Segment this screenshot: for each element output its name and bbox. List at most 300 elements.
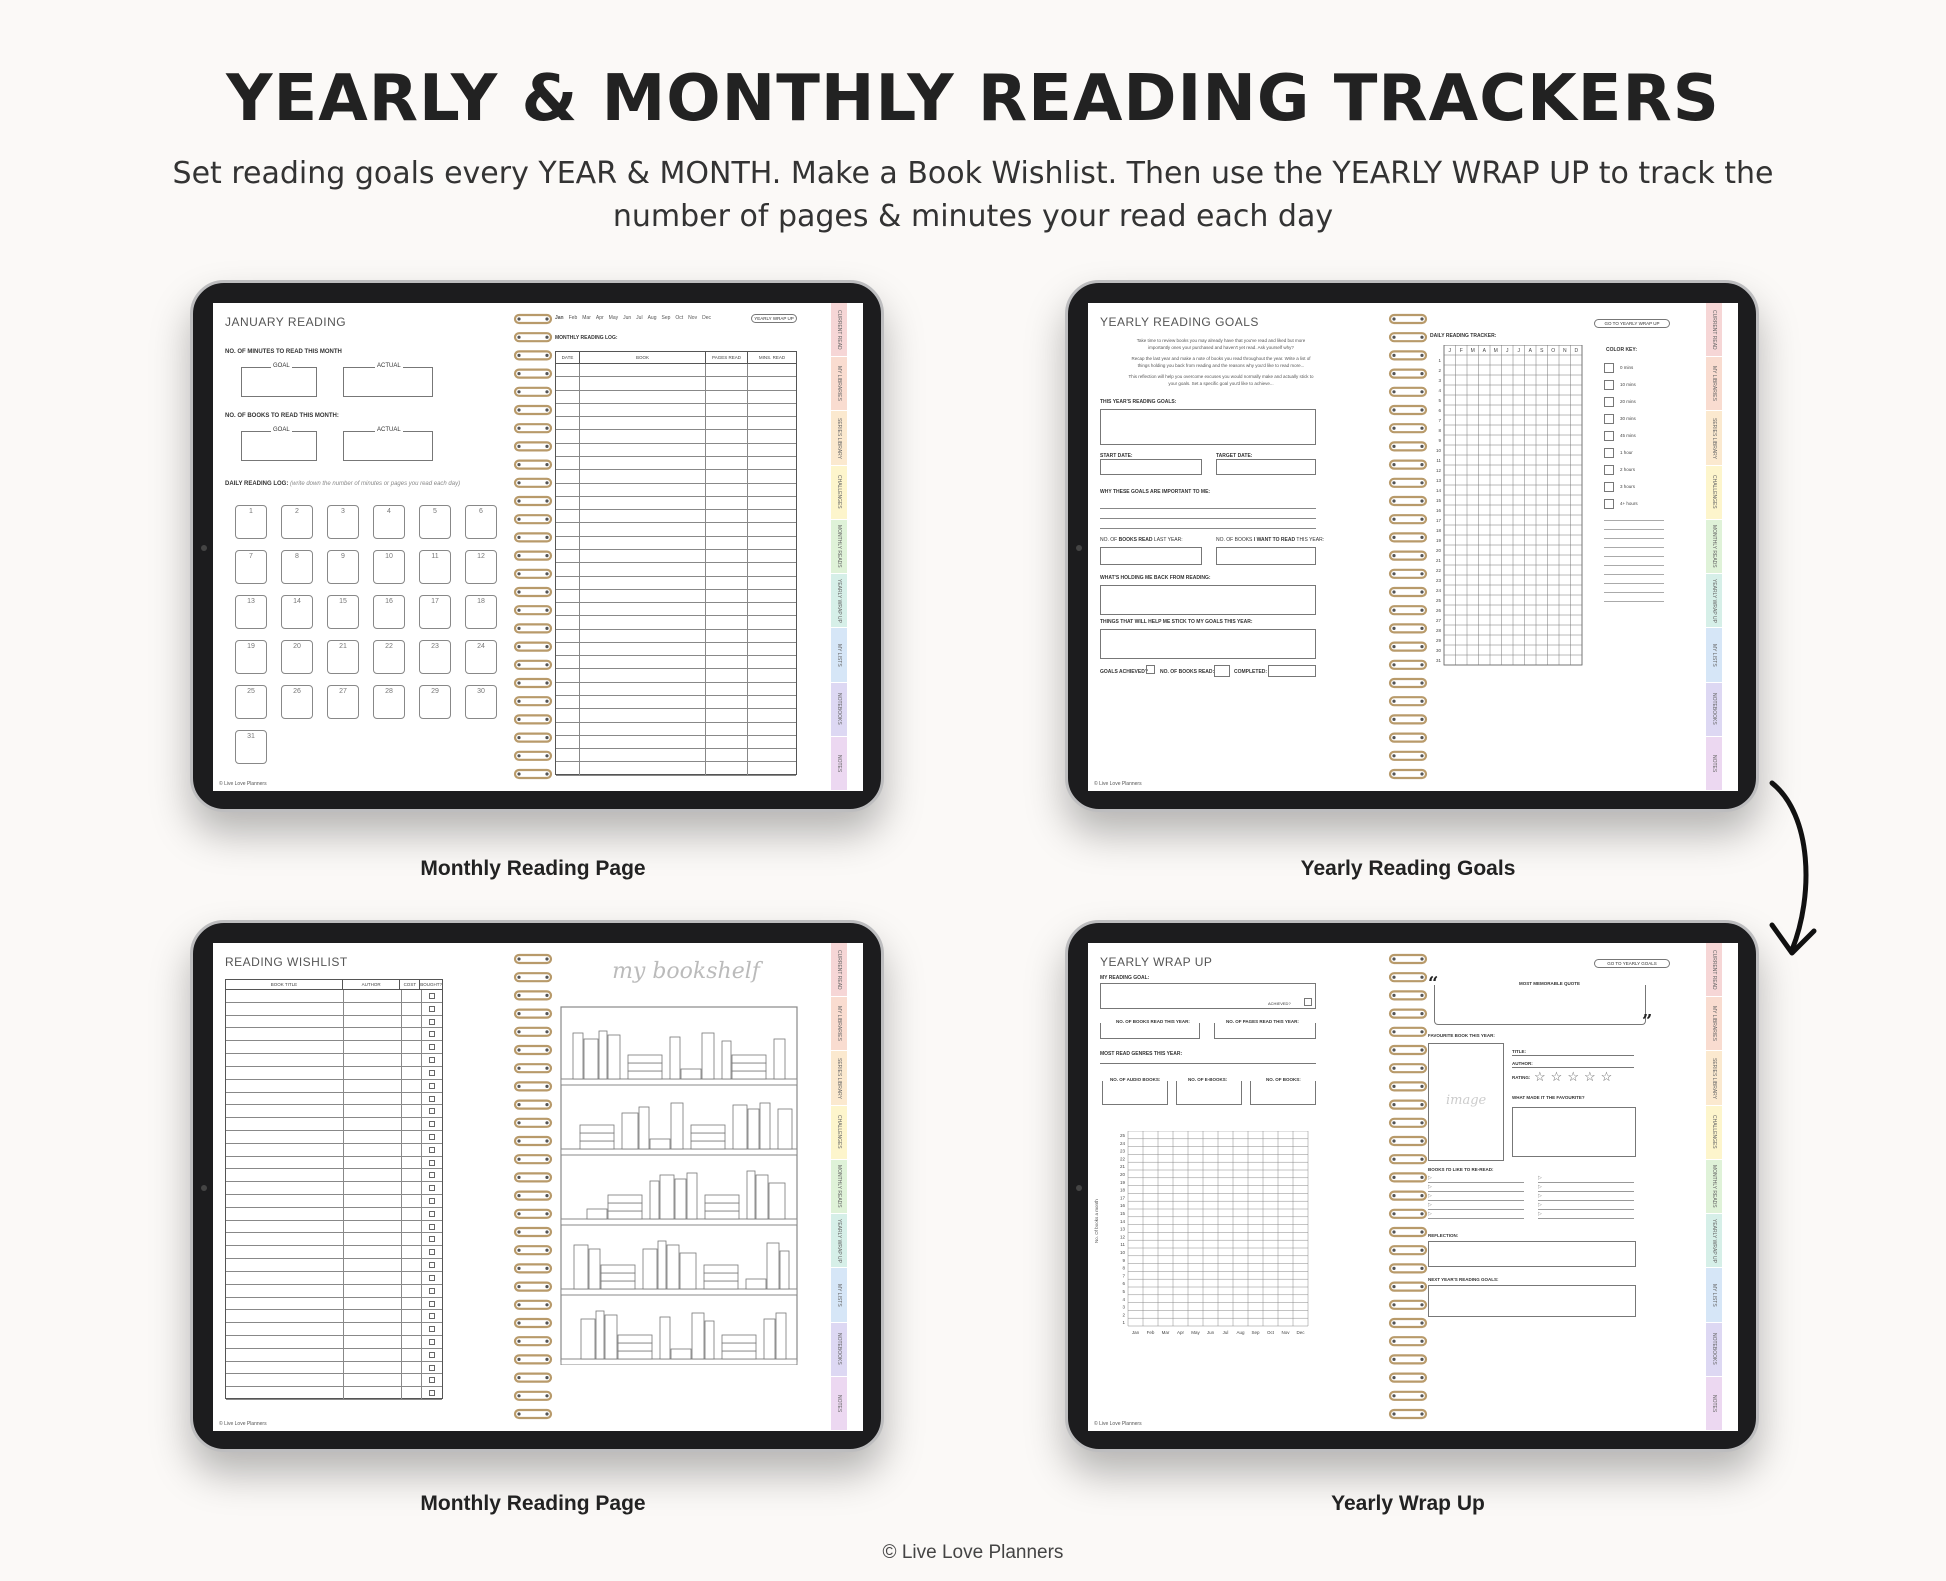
log-row[interactable] (556, 683, 796, 696)
side-tab[interactable]: MY LISTS (1706, 1268, 1722, 1322)
shelf-book (587, 1209, 607, 1219)
wishlist-row[interactable] (226, 1131, 442, 1144)
minutes-actual-box[interactable] (343, 367, 433, 397)
month-link[interactable]: Mar (582, 315, 591, 321)
caption-monthly-reading-2: Monthly Reading Page (420, 1492, 646, 1515)
side-tab[interactable]: YEARLY WRAP UP (831, 1214, 847, 1268)
wishlist-row[interactable] (226, 1259, 442, 1272)
side-tab[interactable]: MONTHLY READS (831, 1160, 847, 1214)
bought-checkbox[interactable] (429, 1185, 435, 1191)
log-row[interactable] (556, 630, 796, 643)
shelf-book (580, 1141, 614, 1149)
wishlist-row[interactable] (226, 1272, 442, 1285)
wishlist-row[interactable] (226, 1080, 442, 1093)
log-row[interactable] (556, 603, 796, 616)
color-key-item[interactable]: 4+ hours (1604, 495, 1664, 512)
bought-checkbox[interactable] (429, 1390, 435, 1396)
tracker-day-number: 10 (1435, 448, 1441, 453)
log-row[interactable] (556, 643, 796, 656)
tracker-day-number: 31 (1435, 658, 1441, 663)
wishlist-row[interactable] (226, 1016, 442, 1029)
spiral-binding (513, 949, 553, 1427)
day-box[interactable] (235, 640, 267, 674)
day-number: 2 (295, 508, 299, 515)
log-row[interactable] (556, 510, 796, 523)
star-icon[interactable]: ☆ (1550, 1069, 1563, 1084)
month-link[interactable]: Nov (688, 315, 698, 321)
wishlist-row[interactable] (226, 1233, 442, 1246)
side-tab[interactable]: SERIES LIBRARY (831, 411, 847, 465)
day-box[interactable] (419, 505, 451, 539)
log-row[interactable] (556, 430, 796, 443)
day-box[interactable] (235, 730, 267, 764)
books-goal-box[interactable] (241, 431, 317, 461)
month-link[interactable]: Jun (623, 315, 632, 321)
wishlist-row[interactable] (226, 1362, 442, 1375)
wishlist-row[interactable] (226, 1387, 442, 1400)
wish-col-cost: COST (400, 980, 420, 989)
intro-line: Recap the last year and make a note of books you read throughout the year. Write a list of (1131, 356, 1311, 361)
side-tab[interactable]: NOTES (1706, 737, 1722, 791)
day-box[interactable] (465, 685, 497, 719)
monthly-title: JANUARY READING (225, 315, 347, 329)
reread-item[interactable] (1428, 1175, 1524, 1183)
log-row[interactable] (556, 656, 796, 669)
log-row[interactable] (556, 417, 796, 430)
reread-item[interactable] (1538, 1202, 1634, 1210)
wishlist-row[interactable] (226, 1208, 442, 1221)
target-date-box[interactable] (1216, 459, 1316, 475)
side-tab[interactable]: SERIES LIBRARY (831, 1051, 847, 1105)
side-tab[interactable]: MY LISTS (831, 1268, 847, 1322)
ebooks-box[interactable] (1176, 1081, 1242, 1105)
day-box[interactable] (235, 550, 267, 584)
log-row[interactable] (556, 497, 796, 510)
month-link[interactable]: Jan (555, 315, 564, 321)
wishlist-row[interactable] (226, 1003, 442, 1016)
pages-read-box[interactable] (1214, 1023, 1316, 1039)
log-row[interactable] (556, 523, 796, 536)
books-want-box[interactable] (1216, 547, 1316, 565)
books-read-box[interactable] (1214, 665, 1230, 677)
books-actual-box[interactable] (343, 431, 433, 461)
day-box[interactable] (281, 685, 313, 719)
bought-checkbox[interactable] (429, 1172, 435, 1178)
bought-checkbox[interactable] (429, 1044, 435, 1050)
wishlist-row[interactable] (226, 1310, 442, 1323)
tracker-day-number: 4 (1438, 388, 1441, 393)
log-row[interactable] (556, 577, 796, 590)
bought-checkbox[interactable] (429, 1326, 435, 1332)
tracker-day-number: 29 (1435, 638, 1441, 643)
side-tab[interactable]: MY LIBRARIES (1706, 357, 1722, 411)
shelf-book (581, 1319, 595, 1359)
tracker-day-number: 5 (1438, 398, 1441, 403)
yearly-wrap-up-button[interactable]: YEARLY WRAP UP (751, 314, 797, 323)
log-row[interactable] (556, 364, 796, 377)
shelf-book (756, 1175, 768, 1219)
log-row[interactable] (556, 736, 796, 749)
log-row[interactable] (556, 391, 796, 404)
minutes-goal-label: GOAL (273, 363, 290, 369)
day-box[interactable] (373, 595, 405, 629)
tracker-day-number: 3 (1438, 378, 1441, 383)
pages-read-label: NO. OF PAGES READ THIS YEAR: (1226, 1019, 1299, 1024)
wishlist-row[interactable] (226, 1169, 442, 1182)
tracker-month-letter: J (1517, 348, 1520, 354)
log-row[interactable] (556, 723, 796, 736)
this-year-goals-box[interactable] (1100, 409, 1316, 445)
wishlist-row[interactable] (226, 1028, 442, 1041)
day-number: 4 (387, 508, 391, 515)
day-number: 24 (477, 643, 485, 650)
day-box[interactable] (373, 685, 405, 719)
bought-checkbox[interactable] (429, 1301, 435, 1307)
next-goals-box[interactable] (1428, 1285, 1636, 1317)
log-row[interactable] (556, 669, 796, 682)
tracker-month-letter: M (1470, 348, 1475, 354)
day-box[interactable] (327, 595, 359, 629)
wishlist-row[interactable] (226, 1221, 442, 1234)
day-number: 25 (247, 688, 255, 695)
bought-checkbox[interactable] (429, 1236, 435, 1242)
bought-checkbox[interactable] (429, 1160, 435, 1166)
bought-checkbox[interactable] (429, 1121, 435, 1127)
star-icon[interactable]: ☆ (1534, 1069, 1546, 1084)
side-tab[interactable]: MY LISTS (831, 628, 847, 682)
reread-item[interactable] (1538, 1211, 1634, 1219)
shelf-book (722, 1335, 756, 1343)
side-tab[interactable]: CHALLENGES (831, 1106, 847, 1160)
color-key-item[interactable]: 1 hour (1604, 444, 1664, 461)
shelf-book (580, 1133, 614, 1141)
x-tick-label: Sep (1251, 1330, 1260, 1335)
completed-box[interactable] (1268, 665, 1316, 677)
color-key-line (1604, 557, 1664, 566)
shelf-book (722, 1351, 756, 1359)
why-fav-box[interactable] (1512, 1107, 1636, 1157)
tracker-month-letter: S (1540, 348, 1544, 354)
reread-item[interactable] (1428, 1211, 1524, 1219)
log-row[interactable] (556, 484, 796, 497)
reread-item[interactable] (1538, 1184, 1634, 1192)
bought-checkbox[interactable] (429, 1198, 435, 1204)
log-row[interactable] (556, 563, 796, 576)
bought-checkbox[interactable] (429, 1275, 435, 1281)
bought-checkbox[interactable] (429, 1288, 435, 1294)
camera-dot (1076, 545, 1082, 551)
bought-checkbox[interactable] (429, 1057, 435, 1063)
books-last-year-box[interactable] (1100, 547, 1202, 565)
wish-col-bought: BOUGHT? (420, 982, 442, 987)
shelf-book (705, 1211, 739, 1219)
day-box[interactable] (327, 685, 359, 719)
shelf-book (670, 1037, 680, 1079)
stick-box[interactable] (1100, 629, 1316, 659)
tracker-day-number: 21 (1435, 558, 1441, 563)
start-date-box[interactable] (1100, 459, 1202, 475)
bought-checkbox[interactable] (429, 1224, 435, 1230)
star-icon[interactable]: ☆ (1583, 1069, 1596, 1084)
log-row[interactable] (556, 377, 796, 390)
color-key-item[interactable]: 0 mins (1604, 359, 1664, 376)
achieved-checkbox[interactable] (1146, 665, 1155, 674)
day-number: 20 (293, 643, 301, 650)
tablet-screen (1088, 303, 1738, 791)
bought-checkbox[interactable] (429, 1108, 435, 1114)
wishlist-row[interactable] (226, 1246, 442, 1259)
wishlist-row[interactable] (226, 1041, 442, 1054)
shelf-book (596, 1311, 604, 1359)
color-key-item[interactable]: 3 hours (1604, 478, 1664, 495)
go-to-yearly-goals-button[interactable]: GO TO YEARLY GOALS (1594, 959, 1670, 968)
day-box[interactable] (419, 595, 451, 629)
log-row[interactable] (556, 470, 796, 483)
day-box[interactable] (419, 685, 451, 719)
reread-item[interactable] (1538, 1193, 1634, 1201)
bought-checkbox[interactable] (429, 1070, 435, 1076)
month-link[interactable]: Feb (568, 315, 578, 321)
bought-checkbox[interactable] (429, 1262, 435, 1268)
side-tab[interactable]: YEARLY WRAP UP (1706, 1214, 1722, 1268)
wishlist-row[interactable] (226, 1118, 442, 1131)
side-tab[interactable]: NOTES (831, 1377, 847, 1431)
books-read-box[interactable] (1100, 1023, 1200, 1039)
day-box[interactable] (281, 550, 313, 584)
quote-box[interactable] (1434, 985, 1646, 1025)
page-subtitle: Set reading goals every YEAR & MONTH. Make a Book Wishlist. Then use the YEARLY WRAP UP to track the number of pages & minutes your read each day (172, 156, 1774, 234)
wishlist-row[interactable] (226, 1195, 442, 1208)
side-tab[interactable]: MY LISTS (1706, 628, 1722, 682)
day-box[interactable] (327, 550, 359, 584)
bought-checkbox[interactable] (429, 993, 435, 999)
month-link[interactable]: Apr (595, 315, 604, 321)
wishlist-row[interactable] (226, 1105, 442, 1118)
reread-item[interactable] (1538, 1175, 1634, 1183)
side-tab[interactable]: NOTES (831, 737, 847, 791)
tracker-day-number: 24 (1435, 588, 1441, 593)
day-box[interactable] (373, 550, 405, 584)
bought-checkbox[interactable] (429, 1352, 435, 1358)
why-line[interactable] (1100, 499, 1316, 509)
y-tick-label: 6 (1122, 1281, 1125, 1287)
reread-item[interactable] (1428, 1202, 1524, 1210)
day-box[interactable] (373, 640, 405, 674)
day-box[interactable] (281, 640, 313, 674)
side-tab[interactable]: CURRENT READ (831, 303, 847, 357)
wishlist-header-row (226, 980, 442, 990)
bought-checkbox[interactable] (429, 1031, 435, 1037)
side-tab[interactable]: MONTHLY READS (831, 520, 847, 574)
color-key-item[interactable]: 10 mins (1604, 376, 1664, 393)
day-box[interactable] (373, 505, 405, 539)
wishlist-row[interactable] (226, 1285, 442, 1298)
day-box[interactable] (465, 595, 497, 629)
holding-back-box[interactable] (1100, 585, 1316, 615)
tracker-day-number: 12 (1435, 468, 1441, 473)
side-tab[interactable]: CHALLENGES (1706, 466, 1722, 520)
side-tab[interactable]: MY LIBRARIES (831, 357, 847, 411)
side-tab[interactable]: YEARLY WRAP UP (831, 574, 847, 628)
shelf-book (573, 1033, 583, 1079)
log-row[interactable] (556, 709, 796, 722)
achieved-checkbox[interactable] (1304, 998, 1312, 1006)
shelf-book (733, 1105, 747, 1149)
day-box[interactable] (465, 550, 497, 584)
log-col-mins: MINS. READ (758, 355, 786, 360)
side-tab[interactable]: CURRENT READ (1706, 303, 1722, 357)
x-tick-label: Mar (1161, 1330, 1170, 1335)
wishlist-row[interactable] (226, 1349, 442, 1362)
shelf-book (589, 1249, 600, 1289)
log-row[interactable] (556, 537, 796, 550)
wishlist-row[interactable] (226, 1093, 442, 1106)
side-tab[interactable]: YEARLY WRAP UP (1706, 574, 1722, 628)
side-tab[interactable]: NOTEBOOKS (1706, 683, 1722, 737)
reflection-box[interactable] (1428, 1241, 1636, 1267)
color-key-item[interactable]: 2 hours (1604, 461, 1664, 478)
bought-checkbox[interactable] (429, 1377, 435, 1383)
shelf-book (687, 1173, 697, 1219)
bought-checkbox[interactable] (429, 1019, 435, 1025)
wishlist-row[interactable] (226, 1374, 442, 1387)
y-tick-label: 20 (1119, 1172, 1125, 1177)
log-row[interactable] (556, 550, 796, 563)
day-box[interactable] (419, 640, 451, 674)
log-row[interactable] (556, 616, 796, 629)
wishlist-row[interactable] (226, 1157, 442, 1170)
side-tab[interactable]: CURRENT READ (1706, 943, 1722, 997)
star-icon[interactable]: ☆ (1600, 1069, 1613, 1084)
wishlist-row[interactable] (226, 1336, 442, 1349)
bought-checkbox[interactable] (429, 1339, 435, 1345)
log-row[interactable] (556, 762, 796, 775)
bought-checkbox[interactable] (429, 1096, 435, 1102)
books-box[interactable] (1250, 1081, 1316, 1105)
month-link[interactable]: May (608, 315, 619, 321)
side-tab[interactable]: CHALLENGES (831, 466, 847, 520)
day-box[interactable] (419, 550, 451, 584)
shelf-book (681, 1069, 701, 1079)
shelf-book (608, 1203, 642, 1211)
day-box[interactable] (235, 505, 267, 539)
day-box[interactable] (327, 640, 359, 674)
why-line[interactable] (1100, 519, 1316, 529)
side-tab[interactable]: CHALLENGES (1706, 1106, 1722, 1160)
x-tick-label: Feb (1146, 1330, 1155, 1335)
fav-label: FAVOURITE BOOK THIS YEAR: (1428, 1033, 1495, 1038)
log-row[interactable] (556, 457, 796, 470)
fav-author-line (1512, 1067, 1634, 1068)
minutes-goal-box[interactable] (241, 367, 317, 397)
y-tick-label: 13 (1119, 1226, 1125, 1232)
wishlist-row[interactable] (226, 1067, 442, 1080)
play-arrow-icon: ▷ (1428, 1184, 1432, 1190)
wrapup-right-page (1416, 943, 1722, 1431)
copyright: © Live Love Planners (219, 781, 267, 787)
wishlist-row[interactable] (226, 1182, 442, 1195)
side-tab[interactable]: NOTEBOOKS (831, 1323, 847, 1377)
side-tab[interactable]: MY LIBRARIES (831, 997, 847, 1051)
bought-checkbox[interactable] (429, 1365, 435, 1371)
wishlist-row[interactable] (226, 1054, 442, 1067)
day-box[interactable] (327, 505, 359, 539)
bought-checkbox[interactable] (429, 1083, 435, 1089)
copyright: © Live Love Planners (1094, 781, 1142, 787)
bought-checkbox[interactable] (429, 1249, 435, 1255)
wishlist-row[interactable] (226, 1144, 442, 1157)
side-tab[interactable]: CURRENT READ (831, 943, 847, 997)
day-box[interactable] (235, 595, 267, 629)
y-axis-label: No. Of books a month (1094, 1199, 1099, 1243)
y-tick-label: 16 (1119, 1203, 1125, 1209)
shelf-book (618, 1343, 652, 1351)
bought-checkbox[interactable] (429, 1211, 435, 1217)
y-tick-label: 14 (1119, 1218, 1125, 1224)
side-tab[interactable]: NOTEBOOKS (1706, 1323, 1722, 1377)
log-row[interactable] (556, 444, 796, 457)
month-link[interactable]: Sep (661, 315, 671, 321)
log-row[interactable] (556, 404, 796, 417)
reread-item[interactable] (1428, 1184, 1524, 1192)
month-link[interactable]: Dec (702, 315, 711, 321)
bookshelf-illustration (559, 1005, 799, 1365)
day-box[interactable] (465, 640, 497, 674)
log-row[interactable] (556, 590, 796, 603)
side-tab[interactable]: NOTEBOOKS (831, 683, 847, 737)
bought-checkbox[interactable] (429, 1313, 435, 1319)
color-key-item[interactable]: 45 mins (1604, 427, 1664, 444)
day-box[interactable] (281, 505, 313, 539)
month-link[interactable]: Aug (647, 315, 657, 321)
wishlist-row[interactable] (226, 1323, 442, 1336)
go-to-wrap-up-button[interactable]: GO TO YEARLY WRAP UP (1594, 319, 1670, 328)
side-tab[interactable]: MY LIBRARIES (1706, 997, 1722, 1051)
why-line[interactable] (1100, 509, 1316, 519)
month-link[interactable]: Jul (636, 315, 643, 321)
bought-checkbox[interactable] (429, 1006, 435, 1012)
star-icon[interactable]: ☆ (1567, 1069, 1579, 1084)
tracker-day-number: 18 (1435, 528, 1441, 533)
color-key-item[interactable]: 30 mins (1604, 410, 1664, 427)
camera-dot (1076, 1185, 1082, 1191)
day-box[interactable] (465, 505, 497, 539)
side-tab[interactable]: MONTHLY READS (1706, 520, 1722, 574)
day-box[interactable] (235, 685, 267, 719)
wishlist-row[interactable] (226, 1298, 442, 1311)
play-arrow-icon: ▷ (1538, 1175, 1542, 1181)
why-lines (1100, 499, 1316, 529)
shelf-book (660, 1317, 670, 1359)
shelf-book (691, 1133, 725, 1141)
tablet-screen (1088, 943, 1738, 1431)
log-row[interactable] (556, 749, 796, 762)
side-tab[interactable]: SERIES LIBRARY (1706, 1051, 1722, 1105)
color-key-item[interactable]: 20 mins (1604, 393, 1664, 410)
side-tab[interactable]: MONTHLY READS (1706, 1160, 1722, 1214)
wishlist-row[interactable] (226, 990, 442, 1003)
audio-box[interactable] (1102, 1081, 1168, 1105)
side-tab[interactable]: NOTES (1706, 1377, 1722, 1431)
day-box[interactable] (281, 595, 313, 629)
reread-item[interactable] (1428, 1193, 1524, 1201)
bought-checkbox[interactable] (429, 1134, 435, 1140)
log-row[interactable] (556, 696, 796, 709)
play-arrow-icon: ▷ (1428, 1175, 1432, 1181)
side-tab[interactable]: SERIES LIBRARY (1706, 411, 1722, 465)
bought-checkbox[interactable] (429, 1147, 435, 1153)
month-link[interactable]: Oct (675, 315, 684, 321)
